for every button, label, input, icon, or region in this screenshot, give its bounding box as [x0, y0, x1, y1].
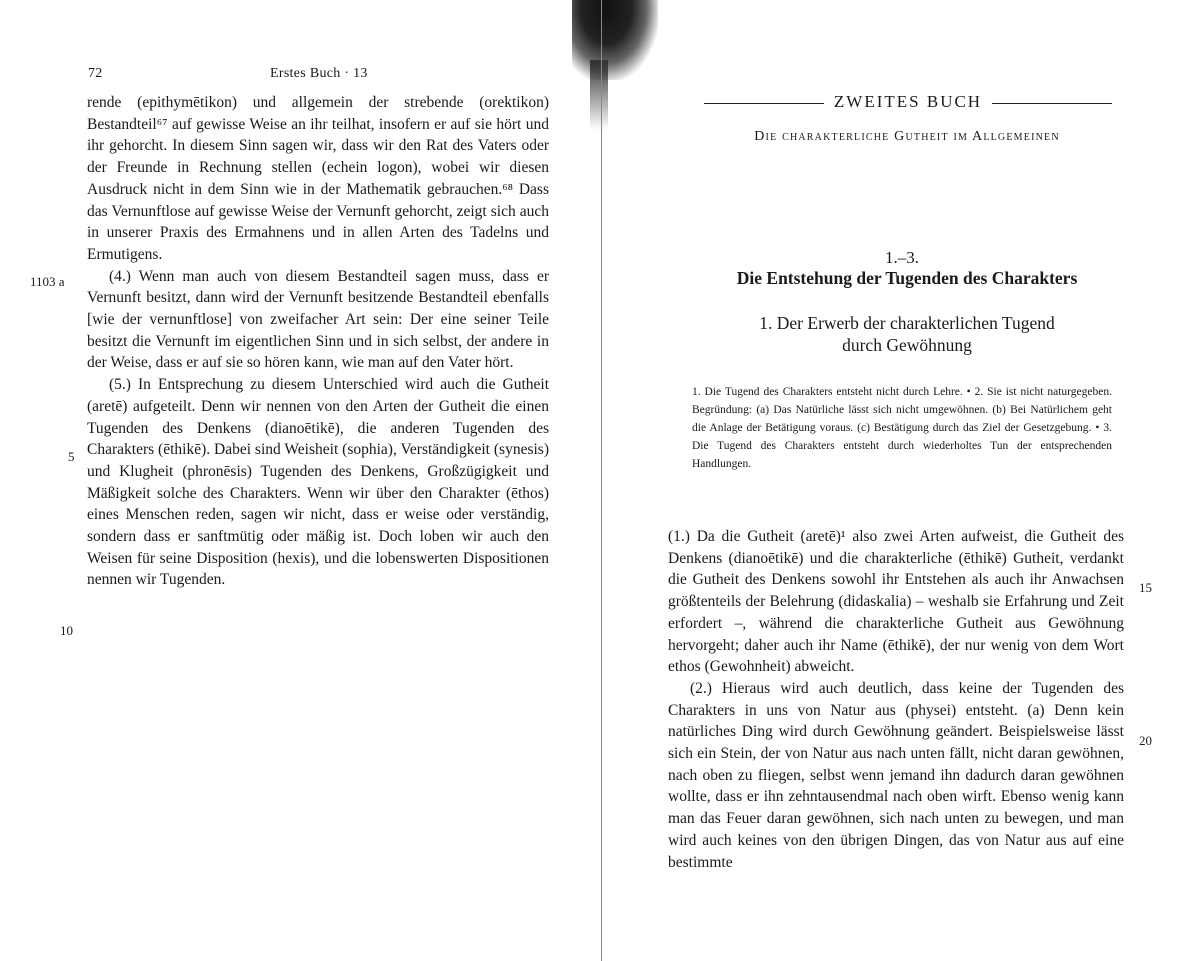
- running-head: Erstes Buch · 13: [270, 66, 368, 81]
- margin-note-line-5: 5: [68, 449, 75, 464]
- section-title-line-2: durch Gewöhnung: [842, 335, 972, 355]
- margin-note-line-10: 10: [60, 623, 73, 638]
- section-title: [702, 312, 1112, 356]
- margin-note-line-15: 15: [1139, 580, 1152, 595]
- left-body: [87, 92, 549, 591]
- section-summary: 1. Die Tugend des Charakters entsteht nicht durch Lehre. • 2. Sie ist nicht naturgegeben. Begründung: (a) Das Natürliche lässt sich nicht umgewöhnen. (b) Bei Natürlichem geht die Anlage der Betätigung voraus. (c) Bestätigung durch das Ziel der Gesetzgebung. • 3. Die Tugend des Charakters entsteht durch wiederholtes Tun der entsprechenden Handlungen.: [692, 386, 1112, 470]
- book-heading-text: ZWEITES BUCH: [833, 92, 983, 111]
- right-paragraph-1: (1.) Da die Gutheit (aretē)¹ also zwei Arten aufweist, die Gutheit des Denkens (dianoētikē) und die charakterliche (ēthikē) Gutheit, verdankt die Gutheit des Denkens sowohl ihr Entstehen als auch ihr Anwachsen größtenteils der Belehrung (didaskalia) – weshalb sie Erfahrung und Zeit erfordert –, während die charakterliche Gutheit aus Gewöhnung hervorgeht; daher auch ihr Name (ēthikē), der nur wenig von dem Wort ethos (Gewohnheit) abweicht.: [668, 528, 1124, 676]
- margin-note-bekker: 1103 a: [30, 274, 65, 289]
- right-page: [602, 0, 1204, 961]
- right-paragraph-2: (2.) Hieraus wird auch deutlich, dass keine der Tugenden des Charakters in uns von Natur aus (physei) entsteht. (a) Denn kein natürliches Ding wird durch Gewöhnung geändert. Beispielsweise lässt sich ein Stein, der von Natur aus nach unten fällt, nicht daran gewöhnen, nach oben zu fliegen, selbst wenn jemand ihn dadurch daran gewöhnen wollte, dass er ihn zehntausendmal nach oben wirft. Ebenso wenig kann man das Feuer daran gewöhnen, sich nach unten zu bewegen, und man wird auch keines von den übrigen Dingen, das von Natur aus auf eine bestimmte: [668, 679, 1124, 871]
- heading-rule-left: [704, 103, 824, 104]
- left-paragraph-2: (4.) Wenn man auch von diesem Bestandteil sagen muss, dass er Vernunft besitzt, dann wird der Vernunft besitzende Bestandteil ebenfalls [wie der vernunftlose] von zweifacher Art sein: Der eine seiner Teile besitzt die Vernunft im eigentlichen Sinn und in sich selbst, der andere in der Weise, dass er auf sie so hören kann, wie man auf den Vater hört.: [87, 267, 549, 372]
- chapter-number: 1.–3.: [885, 248, 919, 267]
- left-paragraph-3: (5.) In Entsprechung zu diesem Unterschied wird auch die Gutheit (aretē) aufgeteilt. Denn wir nennen von den Arten der Gutheit die einen Tugenden des Denkens (dianoētikē), die anderen Tugenden des Charakters (ēthikē). Dabei sind Weisheit (sophia), Verständigkeit (synesis) und Klugheit (phronēsis) Tugenden des Denkens, Großzügigkeit und Mäßigkeit solche des Charakters. Wenn wir über den Charakter (ēthos) eines Menschen reden, sagen wir nicht, dass er weise oder verständig, sondern dass er sanftmütig oder mäßig ist. Doch loben wir auch den Weisen für seine Disposition (hexis), und die lobenswerten Dispositionen nennen wir Tugenden.: [87, 376, 549, 589]
- book-heading: [678, 92, 1138, 112]
- heading-rule-right: [992, 103, 1112, 104]
- left-page: [0, 0, 600, 961]
- left-paragraph-1: rende (epithymētikon) und allgemein der strebende (orektikon) Bestandteil⁶⁷ auf gewisse Weise an ihr teilhat, insofern er auf sie hört und ihr gehorcht. In diesem Sinn sagen wir, dass wir den Rat des Vaters oder der Freunde in Rechnung stellen (echein logon), wobei wir diesen Ausdruck nicht in dem Sinn wie in der Mathematik gebrauchen.⁶⁸ Dass das Vernunftlose auf gewisse Weise der Vernunft gehorcht, zeigt sich auch in unserer Praxis des Ermahnens und in allen Arten des Tadelns und Ermutigens.: [87, 94, 549, 263]
- chapter-title: Die Entstehung der Tugenden des Charakters: [736, 268, 1078, 288]
- section-title-line-1: 1. Der Erwerb der charakterlichen Tugend: [759, 313, 1055, 333]
- page-number: 72: [88, 66, 103, 81]
- right-body: [668, 526, 1124, 873]
- book-subtitle: Die charakterliche Gutheit im Allgemeinen: [754, 129, 1060, 144]
- margin-note-line-20: 20: [1139, 733, 1152, 748]
